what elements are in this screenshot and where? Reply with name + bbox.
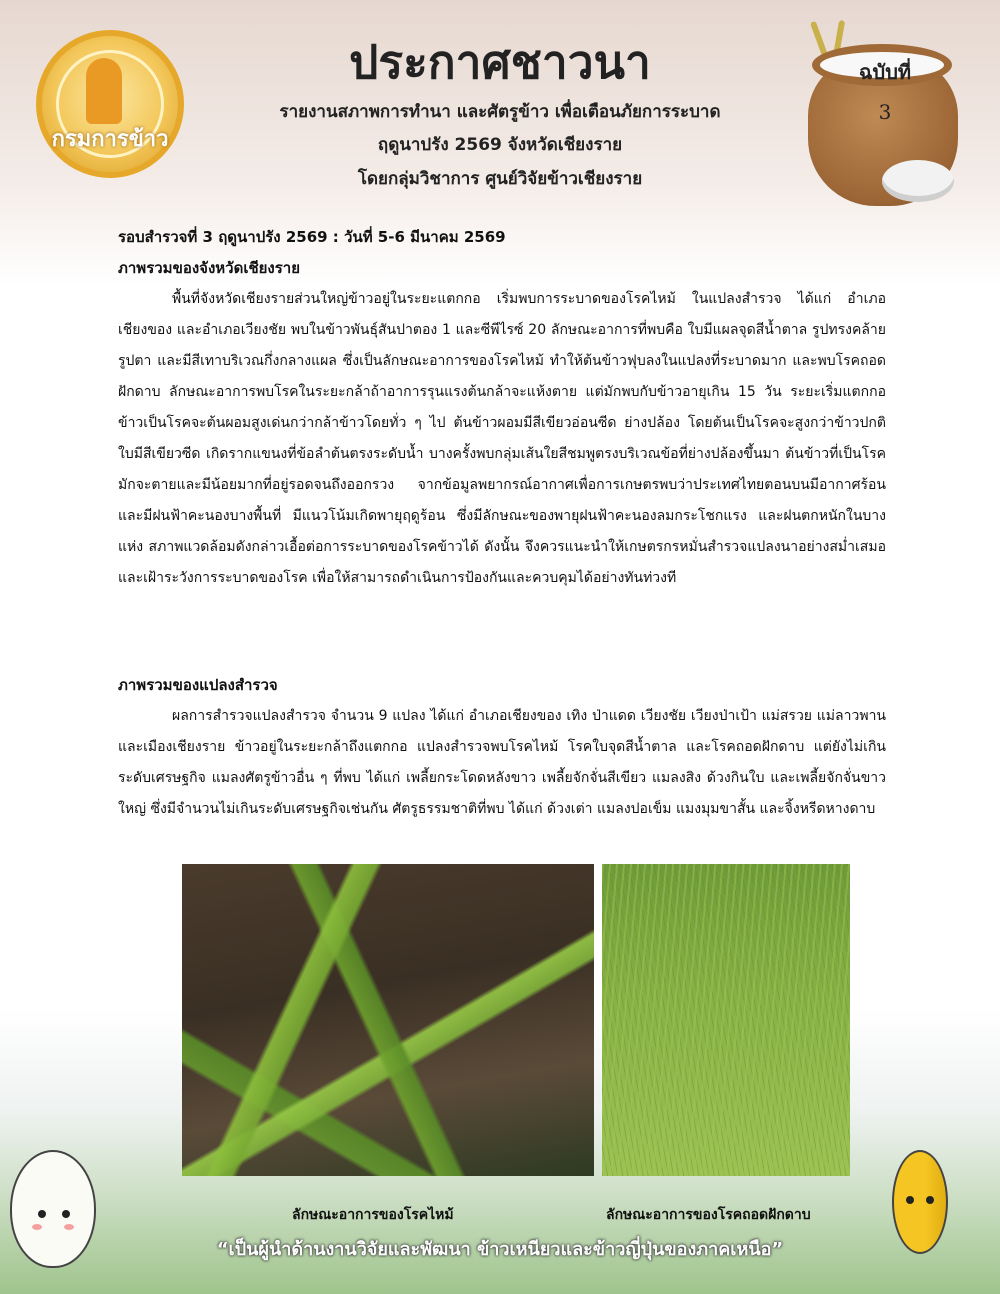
footer-slogan: “เป็นผู้นำด้านงานวิจัยและพัฒนา ข้าวเหนียวและข้าวญี่ปุ่นของภาคเหนือ” bbox=[216, 1239, 784, 1260]
blast-disease-photo bbox=[182, 864, 594, 1176]
survey-plots-section bbox=[118, 670, 886, 825]
white-rice-grain-mascot bbox=[10, 1150, 96, 1268]
blast-disease-caption: ลักษณะอาการของโรคไหม้ bbox=[292, 1207, 454, 1223]
province-overview-paragraph: พื้นที่จังหวัดเชียงรายส่วนใหญ่ข้าวอยู่ในระยะแตกกอ เริ่มพบการระบาดของโรคไหม้ ในแปลงสำรวจ ได้แก่ อำเภอเชียงของ และอำเภอเวียงชัย พบในข้าวพันธุ์สันปาตอง 1 และซีพีไรซ์ 20 ลักษณะอาการที่พบคือ ใบมีแผลจุดสีน้ำตาล รูปทรงคล้ายรูปตา และมีสีเทาบริเวณกึ่งกลางแผล ซึ่งเป็นลักษณะอาการของโรคไหม้ ทำให้ต้นข้าวฟุบลงในแปลงที่ระบาดมาก และพบโรคถอดฝักดาบ ลักษณะอาการพบโรคในระยะกล้าถ้าอาการรุนแรงต้นกล้าจะแห้งตาย แต่มักพบกับข้าวอายุเกิน 15 วัน ระยะเริ่มแตกกอ ข้าวเป็นโรคจะต้นผอมสูงเด่นกว่ากล้าข้าวโดยทั่ว ๆ ไป ต้นข้าวผอมมีสีเขียวอ่อนซีด ย่างปล้อง โดยต้นเป็นโรคจะสูงกว่าข้าวปกติ ใบมีสีเขียวซีด เกิดรากแขนงที่ข้อลำต้นตรงระดับน้ำ บางครั้งพบกลุ่มเส้นใยสีชมพูตรงบริเวณข้อที่ย่างปล้องขึ้นมา ต้นข้าวที่เป็นโรคมักจะตายและมีน้อยมากที่อยู่รอดจนถึงออกรวง จากข้อมูลพยากรณ์อากาศเพื่อการเกษตรพบว่าประเทศไทยตอนบนมีอากาศร้อนและมีฝนฟ้าคะนองบางพื้นที่ มีแนวโน้มเกิดพายุฤดูร้อน ซึ่งมีลักษณะของพายุฝนฟ้าคะนองลมกระโชกแรง และฝนตกหนักในบางแห่ง สภาพแวดล้อมดังกล่าวเอื้อต่อการระบาดของโรคข้าวได้ ดังนั้น จึงควรแนะนำให้เกษตรกรหมั่นสำรวจแปลงนาอย่างสม่ำเสมอ และเฝ้าระวังการระบาดของโรค เพื่อให้สามารถดำเนินการป้องกันและควบคุมได้อย่างทันท่วงที bbox=[118, 291, 886, 586]
rice-scoop-icon bbox=[882, 160, 954, 202]
rice-sack-illustration bbox=[790, 20, 970, 210]
mascot-cheek bbox=[64, 1224, 74, 1230]
section-heading-province: ภาพรวมของจังหวัดเชียงราย bbox=[118, 259, 301, 277]
main-content bbox=[118, 222, 886, 594]
author-subtitle: โดยกลุ่มวิชาการ ศูนย์วิจัยข้าวเชียงราย bbox=[357, 169, 643, 189]
mascot-eye bbox=[906, 1196, 914, 1204]
plots-overview-paragraph: ผลการสำรวจแปลงสำรวจ จำนวน 9 แปลง ได้แก่ อำเภอเชียงของ เทิง ป่าแดด เวียงชัย เวียงป่าเป้า แม่สรวย แม่ลาวพาน และเมืองเชียงราย ข้าวอยู่ในระยะกล้าถึงแตกกอ แปลงสำรวจพบโรคไหม้ โรคใบจุดสีน้ำตาล และโรคถอดฝักดาบ แต่ยังไม่เกินระดับเศรษฐกิจ แมลงศัตรูข้าวอื่น ๆ ที่พบ ได้แก่ เพลี้ยกระโดดหลังขาว เพลี้ยจักจั่นสีเขียว แมลงสิง ด้วงกินใบ และเพลี้ยจักจั่นขาวใหญ่ ซึ่งมีจำนวนไม่เกินระดับเศรษฐกิจเช่นกัน ศัตรูธรรมชาติที่พบ ได้แก่ ด้วงเต่า แมลงปอเข็ม แมงมุมขาสั้น และจิ้งหรีดหางดาบ bbox=[118, 708, 886, 817]
bakanae-disease-photo bbox=[602, 864, 850, 1176]
survey-round: รอบสำรวจที่ 3 ฤดูนาปรัง 2569 : วันที่ 5-6 มีนาคม 2569 bbox=[118, 228, 506, 246]
yellow-rice-grain-mascot bbox=[892, 1150, 948, 1254]
season-subtitle: ฤดูนาปรัง 2569 จังหวัดเชียงราย bbox=[377, 135, 623, 155]
section-heading-plots: ภาพรวมของแปลงสำรวจ bbox=[118, 676, 278, 694]
issue-number: 3 bbox=[878, 100, 892, 124]
mascot-eye bbox=[62, 1210, 70, 1218]
mascot-cheek bbox=[32, 1224, 42, 1230]
bakanae-disease-caption: ลักษณะอาการของโรคถอดฝักดาบ bbox=[606, 1207, 811, 1223]
mascot-eye bbox=[926, 1196, 934, 1204]
logo-text: กรมการข้าว bbox=[51, 127, 169, 152]
rice-department-logo bbox=[36, 30, 184, 178]
rice-goddess-icon bbox=[86, 58, 122, 124]
mascot-eye bbox=[38, 1210, 46, 1218]
page-title: ประกาศชาวนา bbox=[349, 35, 651, 89]
issue-label: ฉบับที่ bbox=[858, 60, 912, 84]
report-subtitle: รายงานสภาพการทำนา และศัตรูข้าว เพื่อเตือนภัยการระบาด bbox=[279, 102, 721, 122]
